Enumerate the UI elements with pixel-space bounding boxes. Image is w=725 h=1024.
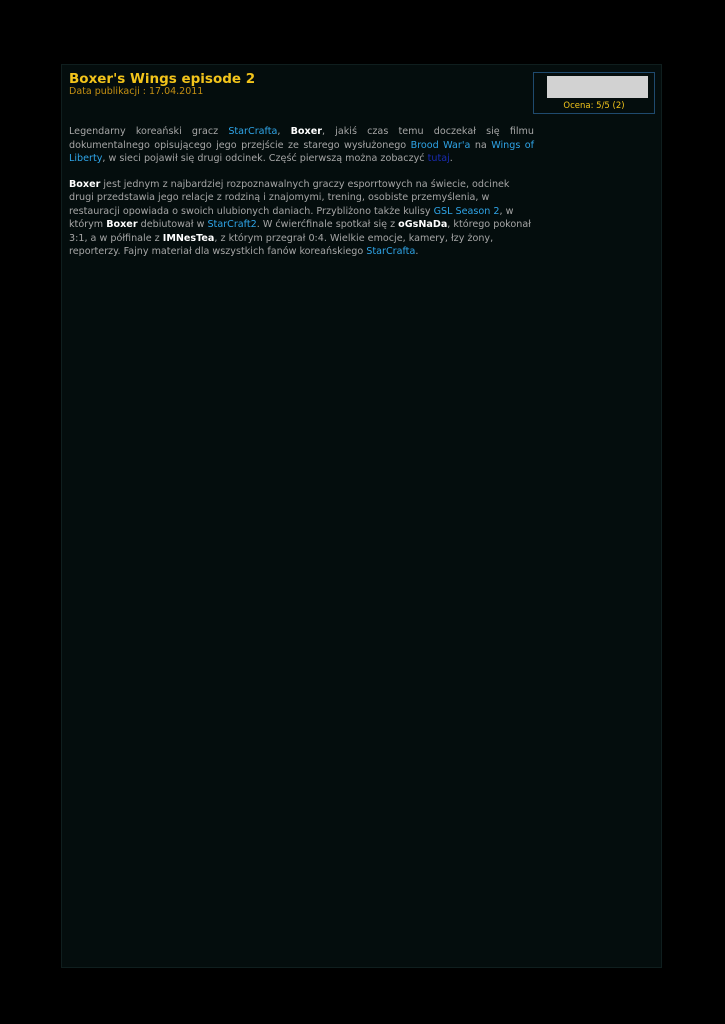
publication-date: Data publikacji : 17.04.2011 bbox=[69, 86, 204, 97]
article-body bbox=[69, 125, 534, 271]
text-span: na bbox=[470, 139, 492, 151]
text-span: Legendarny koreański gracz bbox=[69, 126, 229, 137]
text-span: , jakiś czas temu doczekał się filmu dokumentalnego opisującego jego przejście ze starego wysłużonego bbox=[69, 126, 534, 151]
link-wings-of-liberty[interactable]: Wings of Liberty bbox=[69, 139, 535, 164]
text-span: , z którym przegrał 0:4. Wielkie emocje, kamery, łzy żony, reporterzy. Fajny materiał dla wszystkich fanów koreańskiego bbox=[69, 232, 494, 257]
text-span: jest jednym z najbardziej rozpoznawalnych graczy esporrtowych na świecie, odcinek drugi przedstawia jego relacje z rodziną i znajomymi, trening, osobiste przemyślenia, w restauracji opowiada o swoich ulubionych daniach. Przybliżono także kulisy bbox=[69, 178, 510, 217]
link-part-one[interactable]: tutaj bbox=[427, 153, 450, 164]
text-span: . bbox=[415, 246, 419, 257]
rating-stars-widget[interactable] bbox=[547, 76, 648, 98]
text-span: . bbox=[449, 153, 453, 164]
rating-box bbox=[533, 72, 655, 114]
text-span: , bbox=[277, 126, 291, 137]
link-starcraft[interactable]: StarCrafta bbox=[228, 126, 278, 137]
paragraph-1 bbox=[69, 125, 534, 166]
text-span: . W ćwierćfinale spotkał się z bbox=[256, 219, 399, 230]
player-name-boxer: Boxer bbox=[106, 219, 138, 230]
paragraph-2 bbox=[69, 178, 534, 259]
text-span: debiutował w bbox=[137, 219, 208, 230]
link-gsl-season-2[interactable]: GSL Season 2 bbox=[433, 205, 500, 217]
article-title: Boxer's Wings episode 2 bbox=[69, 71, 256, 87]
text-span: , w sieci pojawił się drugi odcinek. Część pierwszą można zobaczyć bbox=[102, 153, 428, 164]
text-span: , w którym bbox=[69, 205, 514, 230]
link-starcraft2[interactable]: StarCraft2 bbox=[207, 219, 257, 230]
rating-text: Ocena: 5/5 (2) bbox=[563, 101, 625, 111]
text-span: , którego pokonał 3:1, a w półfinale z bbox=[69, 219, 531, 244]
link-starcraft[interactable]: StarCrafta bbox=[366, 246, 416, 257]
link-brood-war[interactable]: Brood War'a bbox=[410, 139, 471, 151]
player-name-imnestea: IMNesTea bbox=[162, 232, 215, 244]
player-name-boxer: Boxer bbox=[69, 178, 101, 190]
player-name-boxer: Boxer bbox=[290, 126, 322, 137]
article-panel bbox=[61, 64, 662, 968]
player-name-ogsnada: oGsNaDa bbox=[398, 219, 448, 230]
